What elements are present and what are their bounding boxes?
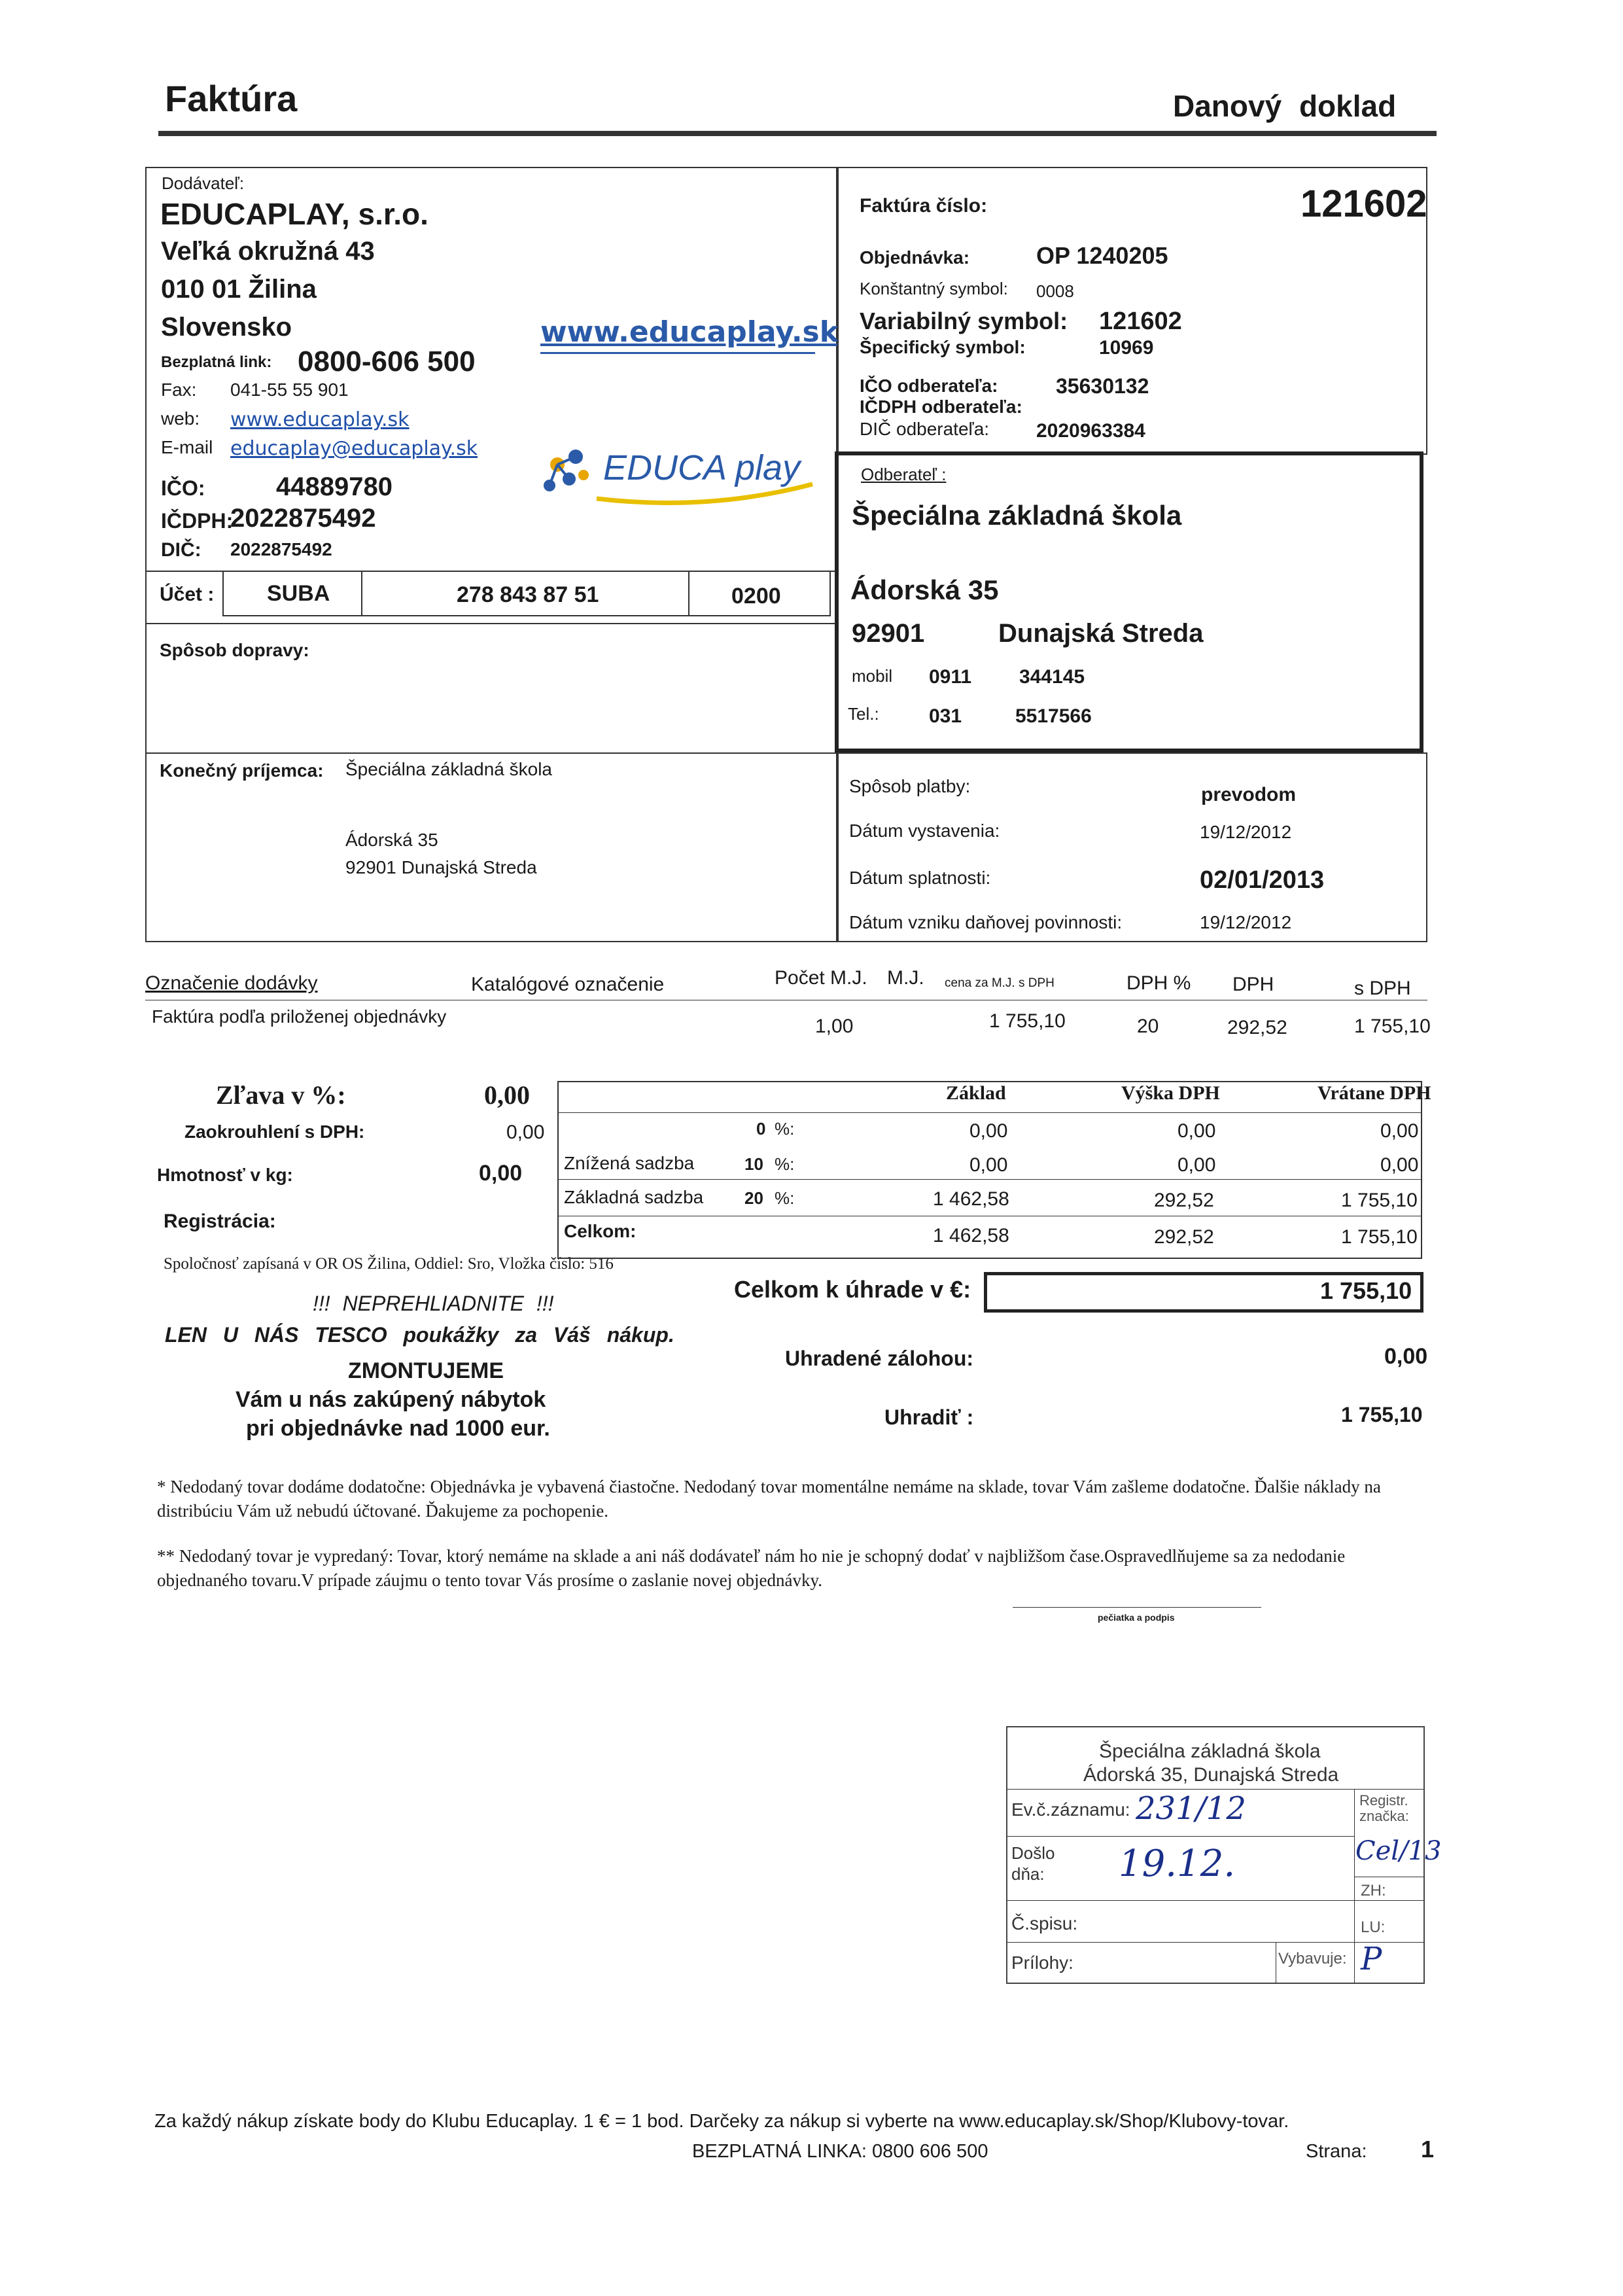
constant-symbol-label: Konštantný symbol: [860, 279, 1008, 298]
stamp-reg-value: Cel/13 [1355, 1836, 1442, 1866]
stamp-zh-label: ZH: [1361, 1882, 1386, 1899]
advance-label: Uhradené zálohou: [785, 1347, 974, 1370]
stamp-doslo-label: Došlo dňa: [1011, 1843, 1055, 1884]
freeline-label: Bezplatná link: [161, 353, 272, 371]
vat-rate-unit: %: [775, 1119, 795, 1139]
customer-name: Špeciálna základná škola [852, 500, 1182, 531]
stamp-ev-value: 231/12 [1136, 1790, 1246, 1827]
promo-line-5: pri objednávke nad 1000 eur. [246, 1416, 550, 1441]
account-number: 278 843 87 51 [457, 582, 599, 607]
email-label: E-mail [161, 437, 213, 457]
stamp-doslo-value: 19.12. [1119, 1843, 1236, 1885]
customer-street: Ádorská 35 [850, 574, 999, 605]
invoice-number: 121602 [1300, 183, 1427, 225]
vat-rate-unit: %: [775, 1188, 795, 1208]
promo-line-2: LEN U NÁS TESCO poukážky za Váš nákup. [165, 1323, 674, 1347]
constant-symbol: 0008 [1036, 281, 1074, 301]
stamp-org: Špeciálna základná škola [1099, 1740, 1321, 1762]
vat-rate: 0 [756, 1119, 766, 1139]
website-banner[interactable]: www.educaplay.sk [540, 315, 839, 349]
vat-row-rule-1 [557, 1179, 1422, 1180]
vat-header-amount: Výška DPH [1121, 1082, 1220, 1104]
variable-symbol-label: Variabilný symbol: [860, 308, 1068, 334]
promo-line-1: !!! NEPREHLIADNITE !!! [313, 1292, 554, 1315]
customer-mobil-prefix: 0911 [929, 666, 972, 688]
supplier-name: EDUCAPLAY, s.r.o. [160, 197, 428, 231]
item-total: 1 755,10 [1354, 1016, 1431, 1037]
stamp-rule-2 [1007, 1836, 1354, 1837]
signature-line [1013, 1607, 1261, 1608]
fax-number: 041-55 55 901 [230, 380, 349, 400]
account-divider-1 [361, 571, 362, 616]
stamp-rule-1 [1007, 1789, 1423, 1790]
customer-ico: 35630132 [1056, 374, 1149, 398]
ico-value: 44889780 [276, 472, 393, 501]
advance-value: 0,00 [1384, 1344, 1428, 1369]
stamp-lu-label: LU: [1361, 1918, 1386, 1936]
recipient-name: Špeciálna základná škola [345, 759, 552, 779]
customer-zip: 92901 [852, 619, 925, 648]
amount-due: 1 755,10 [1320, 1277, 1412, 1304]
amount-due-label: Celkom k úhrade v €: [734, 1276, 971, 1303]
vat-total-sum: 1 755,10 [1341, 1226, 1418, 1248]
stamp-col-line [1354, 1789, 1355, 1984]
account-label: Účet : [160, 584, 215, 605]
vat-base: 0,00 [969, 1120, 1008, 1142]
dic-value: 2022875492 [230, 539, 332, 559]
col-header-vat-pct: DPH % [1126, 972, 1191, 994]
footer-freeline: BEZPLATNÁ LINKA: 0800 606 500 [692, 2141, 988, 2162]
vat-header-base: Základ [946, 1082, 1006, 1104]
customer-dic-label: DIČ odberateľa: [860, 419, 990, 439]
customer-tel-label: Tel.: [848, 704, 879, 724]
tax-date-label: Dátum vzniku daňovej povinnosti: [849, 912, 1123, 932]
supplier-label: Dodávateľ: [162, 173, 245, 193]
col-header-vat: DPH [1232, 974, 1274, 995]
vat-rate: 20 [744, 1188, 763, 1208]
invoice-title: Faktúra [165, 78, 298, 119]
dic-label: DIČ: [161, 539, 201, 561]
vat-total: 0,00 [1380, 1154, 1419, 1176]
vat-header-rule [557, 1112, 1422, 1113]
vat-rate-name: Základná sadzba [564, 1187, 704, 1207]
customer-tel-number: 5517566 [1015, 705, 1092, 727]
order-label: Objednávka: [860, 247, 970, 268]
footer-loyalty-text: Za každý nákup získate body do Klubu Educaplay. 1 € = 1 bod. Darčeky za nákup si vyberte na www.educaplay.sk/Shop/Klubovy-tovar. [154, 2111, 1289, 2132]
customer-label: Odberateľ : [861, 465, 947, 484]
footer-page-number: 1 [1421, 2136, 1435, 2163]
issue-date: 19/12/2012 [1200, 822, 1292, 842]
col-header-qty: Počet M.J. [775, 967, 867, 989]
header-rule [158, 131, 1437, 136]
educaplay-logo [538, 438, 819, 510]
footer-page-label: Strana: [1306, 2141, 1367, 2162]
freeline-number: 0800-606 500 [298, 345, 476, 378]
supplier-street: Veľká okružná 43 [161, 237, 375, 266]
customer-mobil-number: 344145 [1019, 666, 1085, 688]
supplier-country: Slovensko [161, 313, 292, 342]
document-type: Danový doklad [1173, 89, 1397, 123]
variable-symbol: 121602 [1099, 308, 1182, 335]
col-header-unit-price: cena za M.J. s DPH [945, 976, 1055, 990]
registration-label: Registrácia: [164, 1210, 276, 1232]
vat-base: 0,00 [969, 1154, 1008, 1176]
supplier-city: 010 01 Žilina [161, 275, 317, 304]
stamp-vybavuje-value: P [1361, 1941, 1382, 1977]
vat-amount: 0,00 [1178, 1154, 1216, 1176]
vat-rate-name: Znížená sadzba [564, 1153, 695, 1173]
customer-tel-prefix: 031 [929, 705, 962, 727]
registry-stamp [1006, 1726, 1442, 1984]
item-description: Faktúra podľa priloženej objednávky [152, 1006, 447, 1027]
note-partial-delivery: * Nedodaný tovar dodáme dodatočne: Objednávka je vybavená čiastočne. Nedodaný tovar momentálne nemáme na sklade, tovar Vám zašleme dodatočne. Ďalšie náklady na distribúciu Vám už nebudú účtované. Ďakujeme za pochopenie. [157, 1477, 1381, 1521]
vat-total-amount: 292,52 [1154, 1226, 1214, 1248]
weight-label: Hmotnosť v kg: [157, 1165, 293, 1185]
stamp-vybavuje-label: Vybavuje: [1278, 1950, 1347, 1968]
item-vat-pct: 20 [1137, 1016, 1159, 1037]
rounding-label: Zaokrouhlení s DPH: [184, 1122, 365, 1142]
col-header-description: Označenie dodávky [145, 972, 318, 994]
col-header-unit: M.J. [887, 967, 924, 989]
stamp-prilohy-label: Prílohy: [1011, 1952, 1073, 1973]
item-qty: 1,00 [815, 1016, 854, 1037]
web-label: web: [161, 408, 200, 429]
supplier-email-link[interactable]: educaplay@educaplay.sk [230, 437, 478, 460]
vat-amount: 0,00 [1178, 1120, 1216, 1142]
logo-text: EDUCA play [603, 448, 801, 487]
discount-label: Zľava v %: [216, 1080, 346, 1110]
account-divider-2 [688, 571, 689, 616]
tax-date: 19/12/2012 [1200, 912, 1292, 932]
vat-amount: 292,52 [1154, 1190, 1214, 1211]
item-vat: 292,52 [1227, 1017, 1287, 1038]
vat-total: 0,00 [1380, 1120, 1419, 1142]
due-date-label: Dátum splatnosti: [849, 868, 991, 888]
vat-total-base: 1 462,58 [933, 1225, 1009, 1246]
rounding-value: 0,00 [506, 1122, 545, 1143]
stamp-ev-label: Ev.č.záznamu: [1011, 1799, 1130, 1820]
stamp-reg-label: Registr. značka: [1359, 1792, 1409, 1824]
vat-total-label: Celkom: [564, 1221, 637, 1241]
vat-header-total: Vrátane DPH [1318, 1082, 1431, 1104]
supplier-web-link[interactable]: www.educaplay.sk [230, 408, 410, 431]
customer-city: Dunajská Streda [998, 619, 1204, 648]
discount-value: 0,00 [484, 1080, 530, 1110]
ico-label: IČO: [161, 476, 205, 500]
specific-symbol: 10969 [1099, 337, 1154, 359]
customer-dic: 2020963384 [1036, 420, 1145, 442]
vat-total: 1 755,10 [1341, 1190, 1418, 1211]
customer-mobil-label: mobil [852, 666, 893, 686]
pay-label: Uhradiť : [884, 1405, 974, 1429]
order-number: OP 1240205 [1036, 242, 1168, 269]
vat-name-col-line [557, 1145, 559, 1259]
account-code: 0200 [731, 584, 781, 609]
payment-method: prevodom [1201, 784, 1297, 805]
weight-value: 0,00 [479, 1161, 523, 1186]
account-bank: SUBA [267, 581, 330, 606]
invoice-number-label: Faktúra číslo: [860, 195, 988, 217]
note-sold-out: ** Nedodaný tovar je vypredaný: Tovar, ktorý nemáme na sklade a ani náš dodávateľ nám ho nie je schopný dodať v najbližšom čase.Ospravedlňujeme sa za nedodanie objednaného tovaru.V prípade záujmu o tento tovar Vás prosíme o zaslanie novej objednávky. [157, 1546, 1346, 1590]
customer-ico-label: IČO odberateľa: [860, 376, 998, 396]
pay-value: 1 755,10 [1341, 1403, 1423, 1426]
recipient-city: 92901 Dunajská Streda [345, 857, 537, 877]
recipient-label: Konečný príjemca: [160, 760, 324, 781]
vat-rate-unit: %: [775, 1154, 795, 1174]
item-unit-price: 1 755,10 [989, 1010, 1066, 1032]
specific-symbol-label: Špecifický symbol: [860, 337, 1026, 357]
account-bottom-line [145, 623, 837, 624]
payment-method-label: Spôsob platby: [849, 776, 971, 796]
due-date: 02/01/2013 [1200, 866, 1325, 894]
icdph-value: 2022875492 [230, 504, 376, 533]
promo-line-3: ZMONTUJEME [348, 1358, 504, 1383]
vat-rate: 10 [744, 1154, 763, 1174]
col-header-total: s DPH [1354, 978, 1411, 999]
stamp-rule-4 [1007, 1900, 1423, 1901]
icdph-label: IČDPH: [161, 509, 234, 533]
customer-icdph-label: IČDPH odberateľa: [860, 397, 1022, 417]
stamp-signature-label: pečiatka a podpis [1098, 1612, 1175, 1623]
registration-text: Spoločnosť zapísaná v OR OS Žilina, Oddiel: Sro, Vložka číslo: 516 [164, 1255, 614, 1273]
vat-base: 1 462,58 [933, 1188, 1009, 1210]
recipient-street: Ádorská 35 [345, 830, 438, 850]
stamp-spis-label: Č.spisu: [1011, 1913, 1078, 1934]
transport-label: Spôsob dopravy: [160, 640, 309, 660]
website-banner-underline [540, 352, 815, 354]
col-header-catalog: Katalógové označenie [471, 974, 665, 995]
fax-label: Fax: [161, 380, 197, 400]
issue-date-label: Dátum vystavenia: [849, 821, 1000, 841]
stamp-address: Ádorská 35, Dunajská Streda [1083, 1764, 1339, 1786]
promo-line-4: Vám u nás zakúpený nábytok [236, 1387, 546, 1412]
